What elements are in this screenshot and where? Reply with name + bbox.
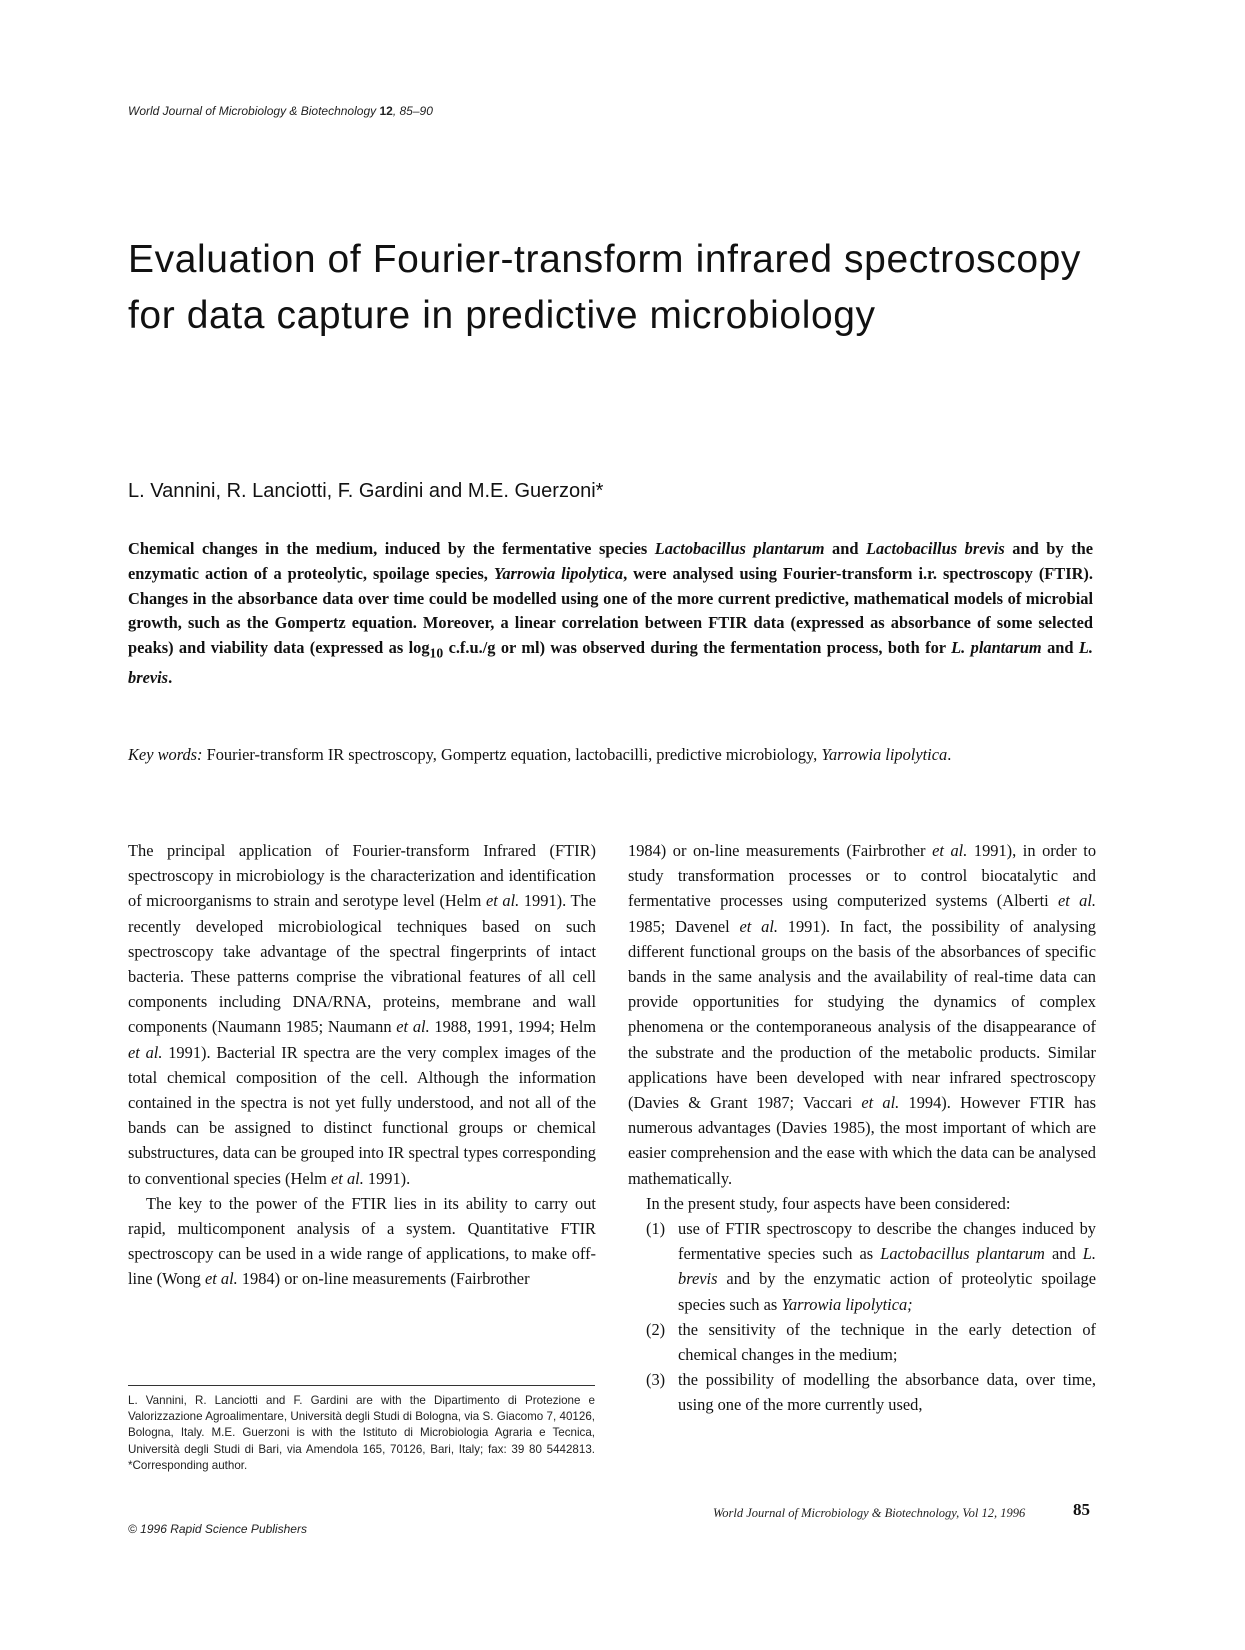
- author-affiliation-footnote: L. Vannini, R. Lanciotti and F. Gardini are with the Dipartimento di Protezione e Valorizzazione Agroalimentare, Università degli Studi di Bologna, via S. Giacomo 7, 40126, Bologna, Italy. M.E. Guerzoni is with the Istituto di Microbiologia Agraria e Tecnica, Università degli Studi di Bari, via Amendola 165, 70126, Bari, Italy; fax: 39 80 5442813. *Corresponding author.: [128, 1394, 595, 1472]
- paragraph-ftir-power-cont: 1984) or on-line measurements (Fairbrother et al. 1991), in order to study transformation processes or to control biocatalytic and fermentative processes using computerized systems (Alberti et al. 1985; Davenel et al. 1991). In fact, the possibility of analysing different functional groups on the basis of the absorbances of specific bands in the same analysis and the availability of real-time data can provide opportunities for studying the dynamics of complex phenomena or the contemporaneous analysis of the disappearance of the substrate and the production of the metabolic products. Similar applications have been developed with near infrared spectroscopy (Davies & Grant 1987; Vaccari et al. 1994). However FTIR has numerous advantages (Davies 1985), the most important of which are easier comprehension and the ease with which the data can be analysed mathematically.: [628, 841, 1097, 1188]
- study-aspects-list: [628, 1216, 1096, 1418]
- running-header: [128, 104, 433, 118]
- body-column-left: [128, 838, 596, 1292]
- copyright-notice: © 1996 Rapid Science Publishers: [128, 1522, 307, 1536]
- abstract: Chemical changes in the medium, induced by the fermentative species Lactobacillus plantarum and Lactobacillus brevis and by the enzymatic action of a proteolytic, spoilage species, Yarrowia lipolytica, were analysed using Fourier-transform i.r. spectroscopy (FTIR). Changes in the absorbance data over time could be modelled using one of the more current predictive, mathematical models of microbial growth, such as the Gompertz equation. Moreover, a linear correlation between FTIR data (expressed as absorbance of some selected peaks) and viability data (expressed as $\log_{10} c.f.u./g$ or ml) was observed during the fermentation process, both for L. plantarum and L. brevis.: [128, 539, 1093, 688]
- paragraph-intro: The principal application of Fourier-transform Infrared (FTIR) spectroscopy in microbiology is the characterization and identification of microorganisms to strain and serotype level (Helm et al. 1991). The recently developed microbiological techniques based on such spectroscopy take advantage of the spectral fingerprints of intact bacteria. These patterns comprise the vibrational features of all cell components including DNA/RNA, proteins, membrane and wall components (Naumann 1985; Naumann et al. 1988, 1991, 1994; Helm et al. 1991). Bacterial IR spectra are the very complex images of the total chemical composition of the cell. Although the information contained in the spectra is not yet fully understood, and not all of the bands can be assigned to distinct functional groups or chemical substructures, data can be grouped into IR spectral types corresponding to conventional species (Helm et al. 1991).: [128, 841, 597, 1188]
- page-number: 85: [1073, 1500, 1090, 1519]
- journal-volume: 12: [379, 104, 393, 118]
- journal-name: World Journal of Microbiology & Biotechnology: [128, 104, 377, 118]
- journal-pages: , 85–90: [392, 104, 433, 118]
- running-footer: World Journal of Microbiology & Biotechnology, Vol 12, 1996: [713, 1506, 1026, 1520]
- list-item: (1) use of FTIR spectroscopy to describe the changes induced by fermentative species such as Lactobacillus plantarum and L. brevis and by the enzymatic action of proteolytic spoilage species such as Yarrowia lipolytica;: [646, 1219, 1096, 1314]
- keywords: Key words: Fourier-transform IR spectroscopy, Gompertz equation, lactobacilli, predictive microbiology, Yarrowia lipolytica.: [128, 745, 952, 764]
- article-title: Evaluation of Fourier-transform infrared spectroscopy for data capture in predictive microbiology: [128, 238, 1082, 337]
- body-column-right: [628, 838, 1096, 1418]
- footnote-divider: [128, 1385, 595, 1386]
- paragraph-present-study: In the present study, four aspects have been considered:: [646, 1193, 1011, 1213]
- list-item: (2) the sensitivity of the technique in the early detection of chemical changes in the medium;: [646, 1319, 1096, 1365]
- paragraph-ftir-power: The key to the power of the FTIR lies in its ability to carry out rapid, multicomponent analysis of a system. Quantitative FTIR spectroscopy can be used in a wide range of applications, to make off-line (Wong et al. 1984) or on-line measurements (Fairbrother: [128, 1193, 596, 1289]
- keywords-label: Key words:: [128, 745, 203, 764]
- author-list: L. Vannini, R. Lanciotti, F. Gardini and M.E. Guerzoni*: [128, 480, 604, 502]
- list-item: (3) the possibility of modelling the absorbance data, over time, using one of the more currently used,: [646, 1370, 1096, 1415]
